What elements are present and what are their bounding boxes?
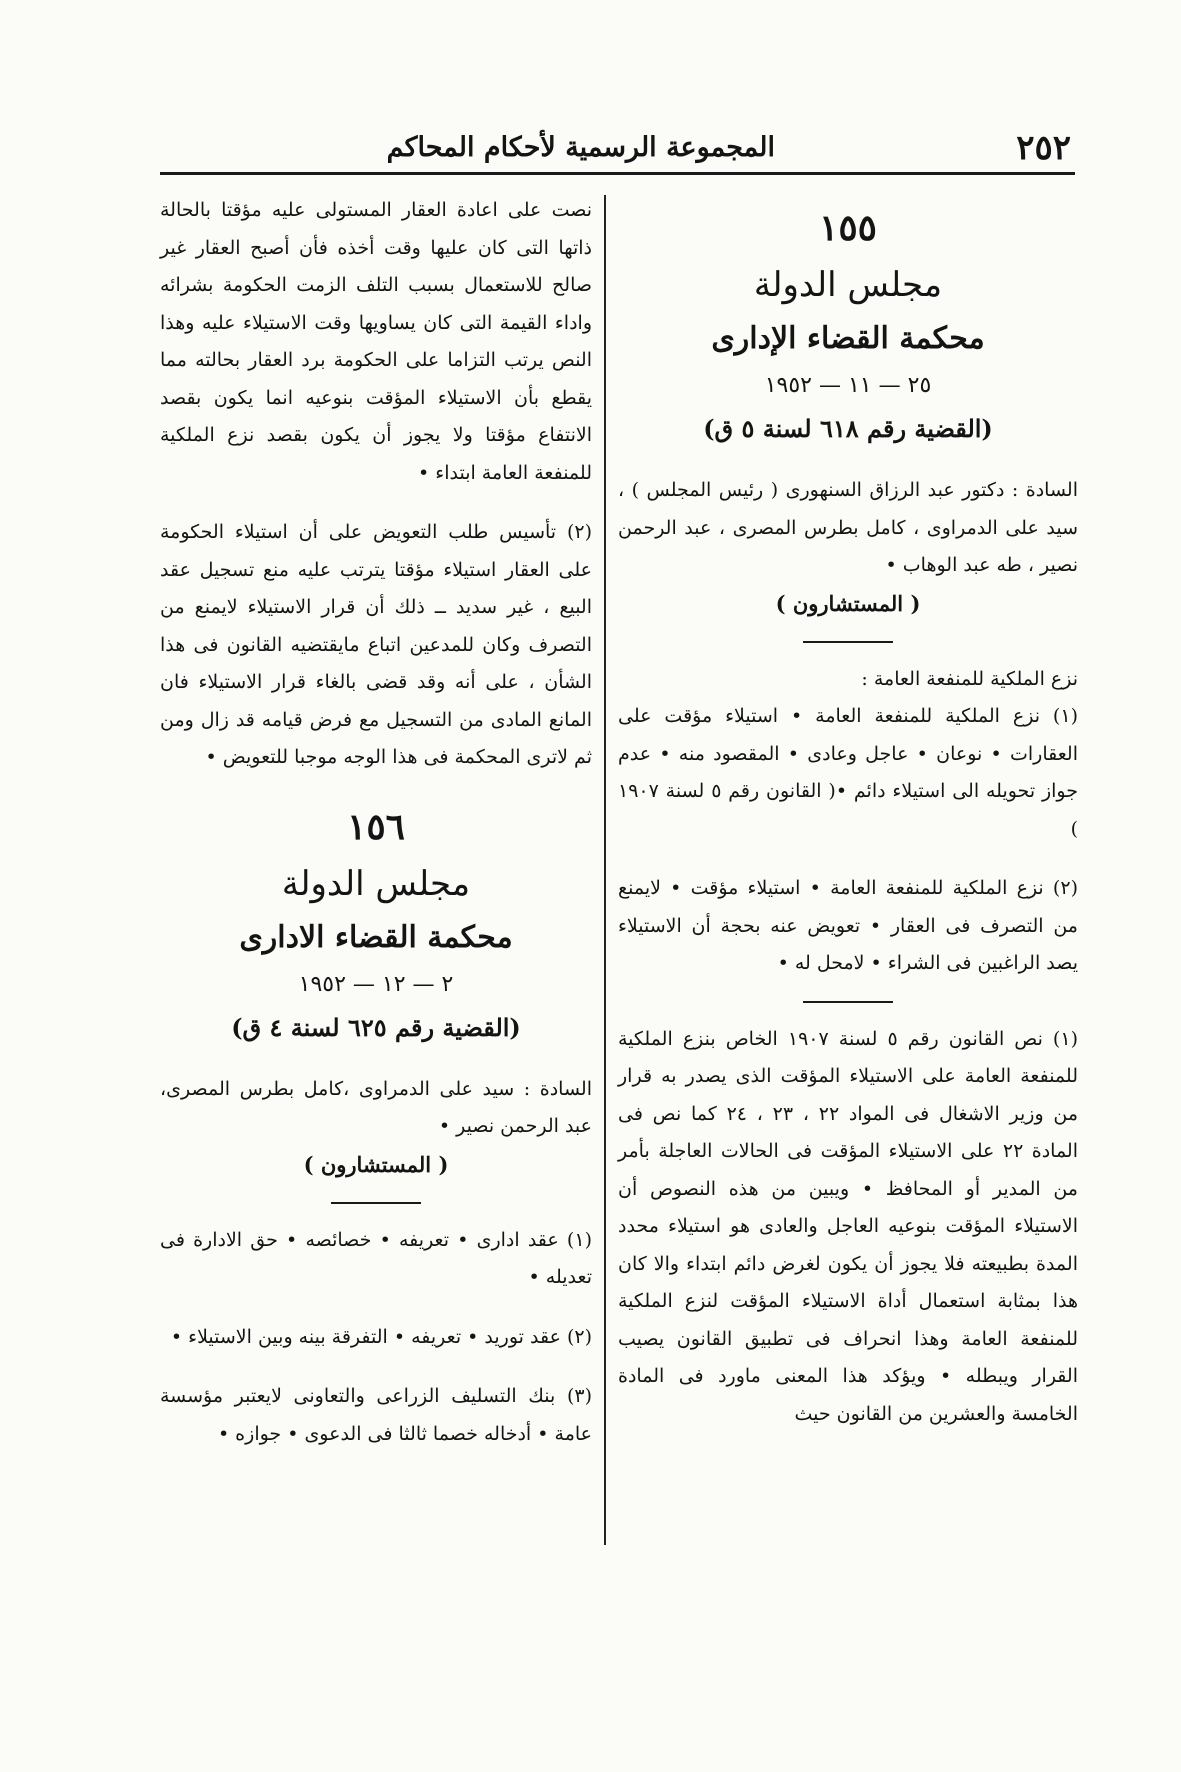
- column-divider: [604, 195, 606, 1545]
- left-column: [160, 192, 592, 1453]
- case-156-principle-3: (٣) بنك التسليف الزراعى والتعاونى لايعتبر مؤسسة عامة • أدخاله خصما ثالثا فى الدعوى • جوازه •: [160, 1385, 592, 1445]
- case-156-court: مجلس الدولة: [281, 863, 471, 904]
- spacer: [160, 1356, 592, 1378]
- case-156-number: ١٥٦: [346, 805, 405, 848]
- case-155-principle-1: (١) نزع الملكية للمنفعة العامة • استيلاء مؤقت على العقارات • نوعان • عاجل وعادى • المقصود منه • عدم جواز تحويله الى استيلاء دائم •( القانون رقم ٥ لسنة ١٩٠٧ ): [618, 705, 1078, 840]
- spacer: [618, 450, 1078, 472]
- case-155-date: ٢٥ — ١١ — ١٩٥٢: [764, 373, 932, 398]
- separator: [331, 1202, 421, 1204]
- running-title: المجموعة الرسمية لأحكام المحاكم: [386, 132, 775, 163]
- case-155-chamber: محكمة القضاء الإدارى: [711, 321, 985, 356]
- case-155-reasoning-2: (٢) تأسيس طلب التعويض على أن استيلاء الحكومة على العقار استيلاء مؤقتا يترتب عليه منع تسجيل عقد البيع ، غير سديد ــ ذلك أن قرار الاستيلاء لايمنع من التصرف وكان للمدعين اتباع مايقتضيه القانون فى هذا الشأن ، على أنه وقد قضى بالغاء قرار الاستيلاء فان المانع المادى من التسجيل مع فرض قيامه قد زال ومن ثم لاترى المحكمة فى هذا الوجه موجبا للتعويض •: [160, 521, 592, 768]
- page-number: ٢٥٢: [1016, 128, 1071, 168]
- separator: [803, 641, 893, 643]
- header-rule: [160, 172, 1075, 175]
- spacer: [160, 1297, 592, 1319]
- spacer: [160, 492, 592, 514]
- spacer: [160, 777, 592, 799]
- spacer: [618, 848, 1078, 870]
- case-156-principle-2: (٢) عقد توريد • تعريفه • التفرقة بينه وبين الاستيلاء •: [170, 1325, 592, 1348]
- case-156-chamber: محكمة القضاء الادارى: [239, 919, 513, 955]
- right-column: [618, 200, 1078, 1433]
- case-155-reference: (القضية رقم ٦١٨ لسنة ٥ ق): [703, 414, 993, 443]
- page-header: [160, 128, 1075, 172]
- case-156-reference: (القضية رقم ٦٢٥ لسنة ٤ ق): [231, 1012, 521, 1042]
- case-155-heading: نزع الملكية للمنفعة العامة :: [861, 667, 1078, 690]
- case-156-principle-1: (١) عقد ادارى • تعريفه • خصائصه • حق الادارة فى تعديله •: [160, 1228, 592, 1288]
- case-156-date: ٢ — ١٢ — ١٩٥٢: [298, 971, 454, 997]
- case-155-principle-2: (٢) نزع الملكية للمنفعة العامة • استيلاء مؤقت • لايمنع من التصرف فى العقار • تعويض عنه بحجة أن الاستيلاء يصد الراغبين فى الشراء • لامحل له •: [618, 877, 1078, 974]
- case-155-reasoning-1: (١) نص القانون رقم ٥ لسنة ١٩٠٧ الخاص بنزع الملكية للمنفعة العامة على الاستيلاء المؤقت الذى يصدر به قرار من وزير الاشغال فى المواد ٢٢ ، ٢٣ ، ٢٤ كما نص فى المادة ٢٢ على الاستيلاء المؤقت فى الحالات العاجلة بأمر من المدير أو المحافظ • ويبين من هذه النصوص أن الاستيلاء المؤقت بنوعيه العاجل والعادى هو استيلاء محدد المدة بطبيعته فلا يجوز أن يكون لغرض دائم ابتداء والا كان هذا بمثابة استعمال أداة الاستيلاء المؤقت لنزع الملكية للمنفعة العامة وهذا انحراف فى تطبيق القانون يصيب القرار ويبطله • ويؤكد هذا المعنى ماورد فى المادة الخامسة والعشرين من القانون حيث: [618, 1027, 1079, 1425]
- case-156-judges-role: ( المستشارون ): [303, 1151, 449, 1177]
- separator: [803, 1001, 893, 1003]
- case-155-judges: السادة : دكتور عبد الرزاق السنهورى ( رئيس المجلس ) ، سيد على الدمراوى ، كامل بطرس المصرى ، عبد الرحمن نصير ، طه عبد الوهاب •: [618, 479, 1078, 576]
- reasoning-1-continuation: نصت على اعادة العقار المستولى عليه مؤقتا بالحالة ذاتها التى كان عليها وقت أخذه فأن أصبح العقار غير صالح للاستعمال بسبب التلف الزمت الحكومة بشرائه واداء القيمة التى كان يساويها وقت الاستيلاء عليه وهذا النص يرتب التزاما على الحكومة برد العقار بحالته مما يقطع بأن الاستيلاء المؤقت بنوعيه انما يكون بقصد الانتفاع مؤقتا ولا يجوز أن يكون بقصد نزع الملكية للمنفعة العامة ابتداء •: [160, 199, 592, 484]
- case-155-number: ١٥٥: [818, 207, 877, 249]
- case-155-judges-role: ( المستشارون ): [775, 590, 921, 616]
- case-156-judges: السادة : سيد على الدمراوى ،كامل بطرس المصرى، عبد الرحمن نصير •: [160, 1077, 592, 1137]
- spacer: [160, 1049, 592, 1071]
- case-155-court: مجلس الدولة: [753, 265, 943, 305]
